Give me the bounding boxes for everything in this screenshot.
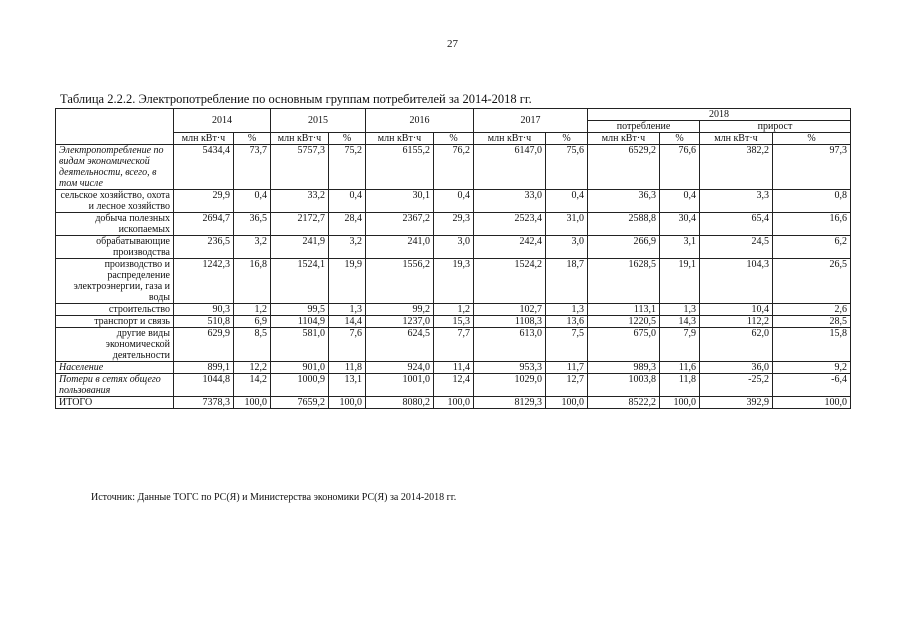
value-pct-cell: 29,3 (434, 213, 474, 236)
value-mln-cell: 5757,3 (271, 145, 329, 190)
value-mln-cell: 989,3 (588, 362, 660, 374)
row-label: ИТОГО (56, 397, 174, 409)
value-mln-cell: 8080,2 (366, 397, 434, 409)
value-pct-cell: 3,0 (546, 236, 588, 259)
value-mln-cell: 613,0 (474, 328, 546, 362)
row-label: Потери в сетях общего пользования (56, 374, 174, 397)
value-pct-cell: 100,0 (434, 397, 474, 409)
value-mln-cell: 7378,3 (174, 397, 234, 409)
value-pct-cell: 9,2 (773, 362, 851, 374)
table-row (56, 362, 851, 374)
value-pct-cell: 2,6 (773, 304, 851, 316)
header-unit-pct: % (546, 133, 588, 145)
value-mln-cell: 2588,8 (588, 213, 660, 236)
value-mln-cell: 33,0 (474, 190, 546, 213)
value-mln-cell: 241,0 (366, 236, 434, 259)
value-mln-cell: 30,1 (366, 190, 434, 213)
row-label: добыча полезных ископаемых (56, 213, 174, 236)
table-caption: Таблица 2.2.2. Электропотребление по основным группам потребителей за 2014-2018 гг. (60, 92, 532, 106)
value-mln-cell: 104,3 (700, 259, 773, 304)
value-mln-cell: 36,3 (588, 190, 660, 213)
value-pct-cell: 11,4 (434, 362, 474, 374)
value-mln-cell: 1108,3 (474, 316, 546, 328)
page-number: 27 (447, 38, 458, 50)
value-pct-cell: 19,1 (660, 259, 700, 304)
value-pct-cell: 0,4 (434, 190, 474, 213)
electricity-consumption-table (55, 108, 851, 409)
value-pct-cell: 11,7 (546, 362, 588, 374)
value-pct-cell: 11,8 (660, 374, 700, 397)
value-pct-cell: 8,5 (234, 328, 271, 362)
header-unit-mln: млн кВт·ч (700, 133, 773, 145)
value-pct-cell: 7,7 (434, 328, 474, 362)
value-pct-cell: 14,2 (234, 374, 271, 397)
value-pct-cell: 100,0 (546, 397, 588, 409)
value-mln-cell: 382,2 (700, 145, 773, 190)
header-unit-mln: млн кВт·ч (271, 133, 329, 145)
value-pct-cell: 14,4 (329, 316, 366, 328)
value-mln-cell: 5434,4 (174, 145, 234, 190)
value-mln-cell: 242,4 (474, 236, 546, 259)
value-mln-cell: -25,2 (700, 374, 773, 397)
value-mln-cell: 624,5 (366, 328, 434, 362)
value-pct-cell: 1,3 (546, 304, 588, 316)
value-mln-cell: 112,2 (700, 316, 773, 328)
value-pct-cell: 13,1 (329, 374, 366, 397)
header-unit-pct: % (660, 133, 700, 145)
value-mln-cell: 65,4 (700, 213, 773, 236)
value-mln-cell: 6529,2 (588, 145, 660, 190)
table-row (56, 190, 851, 213)
value-pct-cell: 18,7 (546, 259, 588, 304)
row-label: другие виды экономической деятельности (56, 328, 174, 362)
row-label: Население (56, 362, 174, 374)
value-mln-cell: 62,0 (700, 328, 773, 362)
header-unit-mln: млн кВт·ч (588, 133, 660, 145)
value-pct-cell: 12,2 (234, 362, 271, 374)
value-pct-cell: 19,3 (434, 259, 474, 304)
value-pct-cell: 30,4 (660, 213, 700, 236)
value-pct-cell: 76,2 (434, 145, 474, 190)
value-mln-cell: 1237,0 (366, 316, 434, 328)
value-mln-cell: 236,5 (174, 236, 234, 259)
header-year-2014: 2014 (174, 109, 271, 133)
value-mln-cell: 2694,7 (174, 213, 234, 236)
value-pct-cell: -6,4 (773, 374, 851, 397)
value-mln-cell: 675,0 (588, 328, 660, 362)
value-pct-cell: 15,8 (773, 328, 851, 362)
value-mln-cell: 1524,1 (271, 259, 329, 304)
value-mln-cell: 36,0 (700, 362, 773, 374)
value-mln-cell: 99,5 (271, 304, 329, 316)
header-year-2016: 2016 (366, 109, 474, 133)
value-pct-cell: 1,3 (660, 304, 700, 316)
value-mln-cell: 1220,5 (588, 316, 660, 328)
value-pct-cell: 0,4 (660, 190, 700, 213)
value-pct-cell: 100,0 (234, 397, 271, 409)
header-row-years (56, 109, 851, 121)
header-blank-cell (56, 109, 174, 145)
table-row (56, 304, 851, 316)
value-pct-cell: 12,4 (434, 374, 474, 397)
header-growth: прирост (700, 121, 851, 133)
header-unit-mln: млн кВт·ч (366, 133, 434, 145)
value-pct-cell: 7,9 (660, 328, 700, 362)
table-row (56, 213, 851, 236)
source-note: Источник: Данные ТОГС по РС(Я) и Министерства экономики РС(Я) за 2014-2018 гг. (91, 492, 457, 503)
value-pct-cell: 3,2 (234, 236, 271, 259)
header-unit-pct: % (434, 133, 474, 145)
value-pct-cell: 26,5 (773, 259, 851, 304)
value-mln-cell: 1628,5 (588, 259, 660, 304)
value-pct-cell: 100,0 (773, 397, 851, 409)
value-mln-cell: 29,9 (174, 190, 234, 213)
value-pct-cell: 1,3 (329, 304, 366, 316)
header-year-2017: 2017 (474, 109, 588, 133)
value-mln-cell: 113,1 (588, 304, 660, 316)
table-row (56, 259, 851, 304)
value-pct-cell: 1,2 (234, 304, 271, 316)
value-mln-cell: 33,2 (271, 190, 329, 213)
header-unit-mln: млн кВт·ч (474, 133, 546, 145)
value-mln-cell: 953,3 (474, 362, 546, 374)
value-pct-cell: 0,4 (234, 190, 271, 213)
value-pct-cell: 7,5 (546, 328, 588, 362)
value-mln-cell: 2523,4 (474, 213, 546, 236)
value-mln-cell: 8522,2 (588, 397, 660, 409)
value-mln-cell: 629,9 (174, 328, 234, 362)
value-mln-cell: 99,2 (366, 304, 434, 316)
value-pct-cell: 73,7 (234, 145, 271, 190)
value-pct-cell: 0,4 (546, 190, 588, 213)
header-year-2015: 2015 (271, 109, 366, 133)
value-mln-cell: 901,0 (271, 362, 329, 374)
value-pct-cell: 0,8 (773, 190, 851, 213)
table-row (56, 145, 851, 190)
value-mln-cell: 7659,2 (271, 397, 329, 409)
value-mln-cell: 899,1 (174, 362, 234, 374)
value-mln-cell: 1242,3 (174, 259, 234, 304)
value-pct-cell: 15,3 (434, 316, 474, 328)
value-pct-cell: 6,2 (773, 236, 851, 259)
value-pct-cell: 12,7 (546, 374, 588, 397)
value-mln-cell: 241,9 (271, 236, 329, 259)
value-pct-cell: 3,0 (434, 236, 474, 259)
value-pct-cell: 76,6 (660, 145, 700, 190)
value-pct-cell: 75,6 (546, 145, 588, 190)
value-pct-cell: 11,6 (660, 362, 700, 374)
row-label: производство и распределение электроэнергии, газа и воды (56, 259, 174, 304)
value-mln-cell: 24,5 (700, 236, 773, 259)
header-row-units (56, 133, 851, 145)
value-pct-cell: 19,9 (329, 259, 366, 304)
value-mln-cell: 924,0 (366, 362, 434, 374)
value-pct-cell: 11,8 (329, 362, 366, 374)
header-unit-mln: млн кВт·ч (174, 133, 234, 145)
value-mln-cell: 266,9 (588, 236, 660, 259)
value-pct-cell: 31,0 (546, 213, 588, 236)
row-label: Электропотребление по видам экономической деятельности, всего, в том числе (56, 145, 174, 190)
value-pct-cell: 0,4 (329, 190, 366, 213)
value-mln-cell: 6147,0 (474, 145, 546, 190)
row-label: обрабатывающие производства (56, 236, 174, 259)
value-mln-cell: 6155,2 (366, 145, 434, 190)
value-mln-cell: 1524,2 (474, 259, 546, 304)
value-mln-cell: 8129,3 (474, 397, 546, 409)
value-pct-cell: 16,6 (773, 213, 851, 236)
value-mln-cell: 2172,7 (271, 213, 329, 236)
value-mln-cell: 392,9 (700, 397, 773, 409)
value-mln-cell: 581,0 (271, 328, 329, 362)
header-unit-pct: % (773, 133, 851, 145)
value-pct-cell: 28,4 (329, 213, 366, 236)
value-mln-cell: 2367,2 (366, 213, 434, 236)
value-mln-cell: 10,4 (700, 304, 773, 316)
value-pct-cell: 13,6 (546, 316, 588, 328)
header-unit-pct: % (234, 133, 271, 145)
value-mln-cell: 1029,0 (474, 374, 546, 397)
value-mln-cell: 1000,9 (271, 374, 329, 397)
value-pct-cell: 3,1 (660, 236, 700, 259)
table-row (56, 397, 851, 409)
value-pct-cell: 1,2 (434, 304, 474, 316)
value-pct-cell: 75,2 (329, 145, 366, 190)
value-mln-cell: 1556,2 (366, 259, 434, 304)
table-row (56, 316, 851, 328)
value-mln-cell: 1001,0 (366, 374, 434, 397)
table-row (56, 328, 851, 362)
value-mln-cell: 3,3 (700, 190, 773, 213)
row-label: строительство (56, 304, 174, 316)
value-pct-cell: 14,3 (660, 316, 700, 328)
row-label: сельское хозяйство, охота и лесное хозяйство (56, 190, 174, 213)
value-pct-cell: 7,6 (329, 328, 366, 362)
value-pct-cell: 3,2 (329, 236, 366, 259)
header-consumption: потребление (588, 121, 700, 133)
value-mln-cell: 102,7 (474, 304, 546, 316)
row-label: транспорт и связь (56, 316, 174, 328)
value-pct-cell: 28,5 (773, 316, 851, 328)
value-pct-cell: 97,3 (773, 145, 851, 190)
value-mln-cell: 90,3 (174, 304, 234, 316)
value-pct-cell: 36,5 (234, 213, 271, 236)
table-row (56, 374, 851, 397)
value-pct-cell: 100,0 (329, 397, 366, 409)
value-pct-cell: 100,0 (660, 397, 700, 409)
table-row (56, 236, 851, 259)
value-mln-cell: 1104,9 (271, 316, 329, 328)
value-mln-cell: 510,8 (174, 316, 234, 328)
value-pct-cell: 16,8 (234, 259, 271, 304)
value-mln-cell: 1003,8 (588, 374, 660, 397)
value-mln-cell: 1044,8 (174, 374, 234, 397)
header-year-2018: 2018 (588, 109, 851, 121)
header-unit-pct: % (329, 133, 366, 145)
value-pct-cell: 6,9 (234, 316, 271, 328)
